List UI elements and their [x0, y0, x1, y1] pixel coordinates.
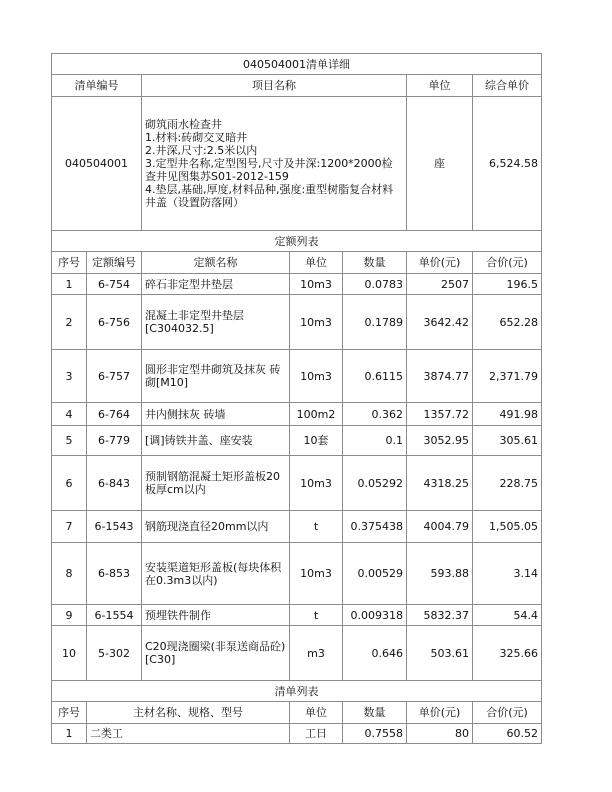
quota-row	[52, 456, 542, 511]
quota-name: 钢筋现浇直径20mm以内	[142, 511, 290, 543]
quota-name: 混凝土非定型井垫层[C304032.5]	[142, 295, 290, 350]
quota-qty: 0.0783	[343, 274, 407, 295]
quota-row	[52, 543, 542, 605]
quota-total: 1,505.05	[473, 511, 542, 543]
quota-total: 305.61	[473, 426, 542, 456]
quota-code: 6-843	[87, 456, 142, 511]
quota-name: 圆形非定型井砌筑及抹灰 砖砌[M10]	[142, 350, 290, 403]
quota-code: 6-756	[87, 295, 142, 350]
material-section-title: 清单列表	[52, 681, 542, 702]
title-row	[52, 54, 542, 75]
quota-total: 2,371.79	[473, 350, 542, 403]
quota-row	[52, 295, 542, 350]
quota-qty: 0.009318	[343, 605, 407, 626]
quota-price: 2507	[407, 274, 473, 295]
quota-header-unit: 单位	[290, 252, 343, 274]
quota-price: 3642.42	[407, 295, 473, 350]
item-code: 040504001	[52, 97, 142, 231]
quota-row	[52, 511, 542, 543]
header-unit-price: 综合单价	[473, 75, 542, 97]
quota-code: 6-1543	[87, 511, 142, 543]
quota-price: 593.88	[407, 543, 473, 605]
quota-seq: 10	[52, 626, 87, 681]
quota-header-price: 单价(元)	[407, 252, 473, 274]
quota-total: 491.98	[473, 403, 542, 426]
quota-name: C20现浇圈梁(非泵送商品砼)[C30]	[142, 626, 290, 681]
quota-price: 4318.25	[407, 456, 473, 511]
quota-unit: 10m3	[290, 350, 343, 403]
quota-qty: 0.375438	[343, 511, 407, 543]
quota-code: 6-764	[87, 403, 142, 426]
header-bill-code: 清单编号	[52, 75, 142, 97]
quota-seq: 7	[52, 511, 87, 543]
quota-unit: m3	[290, 626, 343, 681]
quota-seq: 2	[52, 295, 87, 350]
quota-price: 3874.77	[407, 350, 473, 403]
material-row	[52, 724, 542, 744]
quota-unit: 10套	[290, 426, 343, 456]
material-header-seq: 序号	[52, 702, 87, 724]
quota-qty: 0.646	[343, 626, 407, 681]
quota-qty: 0.362	[343, 403, 407, 426]
material-qty: 0.7558	[343, 724, 407, 744]
quota-row	[52, 350, 542, 403]
quota-total: 325.66	[473, 626, 542, 681]
quota-name: 预制钢筋混凝土矩形盖板20板厚cm以内	[142, 456, 290, 511]
quota-total: 228.75	[473, 456, 542, 511]
quota-seq: 1	[52, 274, 87, 295]
quota-unit: 10m3	[290, 295, 343, 350]
material-unit: 工日	[290, 724, 343, 744]
quota-seq: 6	[52, 456, 87, 511]
material-header-row	[52, 702, 542, 724]
quota-qty: 0.1789	[343, 295, 407, 350]
quota-total: 652.28	[473, 295, 542, 350]
quota-total: 196.5	[473, 274, 542, 295]
main-header-row	[52, 75, 542, 97]
quota-unit: t	[290, 511, 343, 543]
item-unit: 座	[407, 97, 473, 231]
quota-section-title-row	[52, 231, 542, 252]
quota-unit: t	[290, 605, 343, 626]
quota-header-row	[52, 252, 542, 274]
material-header-price: 单价(元)	[407, 702, 473, 724]
quota-qty: 0.1	[343, 426, 407, 456]
quota-seq: 5	[52, 426, 87, 456]
quota-seq: 4	[52, 403, 87, 426]
quota-total: 3.14	[473, 543, 542, 605]
quota-unit: 10m3	[290, 456, 343, 511]
material-header-qty: 数量	[343, 702, 407, 724]
quota-code: 6-754	[87, 274, 142, 295]
quota-unit: 10m3	[290, 543, 343, 605]
quota-name: [调]铸铁井盖、座安装	[142, 426, 290, 456]
quota-code: 6-1554	[87, 605, 142, 626]
item-description: 砌筑雨水检查井 1.材料:砖砌交叉暗井 2.井深,尺寸:2.5米以内 3.定型井名称,定型图号,尺寸及井深:1200*2000检查井见图集苏S01-2012-159 4.垫层,基础,厚度,材料品种,强度:重型树脂复合材料井盖（设置防落网）	[142, 97, 407, 231]
quota-row	[52, 403, 542, 426]
page-title: 040504001清单详细	[52, 54, 542, 75]
quota-row	[52, 274, 542, 295]
quota-price: 1357.72	[407, 403, 473, 426]
quota-seq: 9	[52, 605, 87, 626]
quota-code: 6-779	[87, 426, 142, 456]
item-row	[52, 97, 542, 231]
quota-code: 6-757	[87, 350, 142, 403]
material-header-unit: 单位	[290, 702, 343, 724]
header-item-name: 项目名称	[142, 75, 407, 97]
quota-total: 54.4	[473, 605, 542, 626]
material-section-title-row	[52, 681, 542, 702]
quota-row	[52, 426, 542, 456]
quota-price: 5832.37	[407, 605, 473, 626]
quota-name: 碎石非定型井垫层	[142, 274, 290, 295]
quota-section-title: 定额列表	[52, 231, 542, 252]
quota-seq: 3	[52, 350, 87, 403]
quota-code: 5-302	[87, 626, 142, 681]
bill-detail-table	[51, 53, 542, 744]
quota-qty: 0.00529	[343, 543, 407, 605]
material-total: 60.52	[473, 724, 542, 744]
item-price: 6,524.58	[473, 97, 542, 231]
material-seq: 1	[52, 724, 87, 744]
quota-name: 井内侧抹灰 砖墙	[142, 403, 290, 426]
quota-seq: 8	[52, 543, 87, 605]
quota-unit: 100m2	[290, 403, 343, 426]
material-header-name: 主材名称、规格、型号	[87, 702, 290, 724]
quota-name: 安装渠道矩形盖板(每块体积在0.3m3以内)	[142, 543, 290, 605]
quota-row	[52, 626, 542, 681]
header-unit: 单位	[407, 75, 473, 97]
quota-header-name: 定额名称	[142, 252, 290, 274]
material-price: 80	[407, 724, 473, 744]
quota-code: 6-853	[87, 543, 142, 605]
quota-header-seq: 序号	[52, 252, 87, 274]
quota-qty: 0.6115	[343, 350, 407, 403]
material-header-total: 合价(元)	[473, 702, 542, 724]
quota-name: 预埋铁件制作	[142, 605, 290, 626]
quota-unit: 10m3	[290, 274, 343, 295]
quota-header-qty: 数量	[343, 252, 407, 274]
quota-row	[52, 605, 542, 626]
quota-header-code: 定额编号	[87, 252, 142, 274]
quota-header-total: 合价(元)	[473, 252, 542, 274]
quota-price: 3052.95	[407, 426, 473, 456]
material-name: 二类工	[87, 724, 290, 744]
quota-price: 503.61	[407, 626, 473, 681]
quota-qty: 0.05292	[343, 456, 407, 511]
quota-price: 4004.79	[407, 511, 473, 543]
